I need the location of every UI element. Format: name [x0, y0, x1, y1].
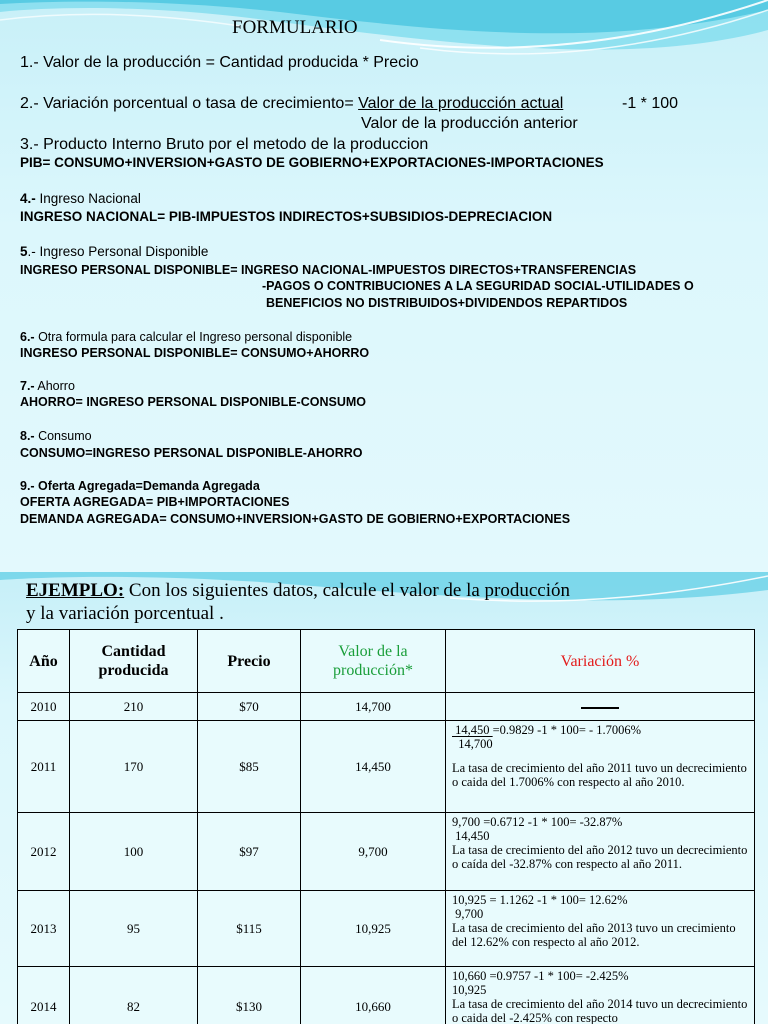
cell-price: $130: [198, 967, 301, 1024]
cell-variation: [446, 967, 755, 1024]
formula-8-label: 8.- Consumo: [20, 429, 92, 443]
header-variation: Variación %: [446, 630, 755, 693]
formula-4-label: 4.- Ingreso Nacional: [20, 191, 141, 206]
cell-value: 10,660: [301, 967, 446, 1024]
formula-5-label: 5.- Ingreso Personal Disponible: [20, 244, 209, 259]
formula-2-denominator: Valor de la producción anterior: [361, 115, 578, 132]
formula-5-equation-line2: -PAGOS O CONTRIBUCIONES A LA SEGURIDAD SOCIAL-UTILIDADES O: [262, 279, 694, 293]
formula-3: 3.- Producto Interno Bruto por el metodo de la produccion: [20, 136, 429, 153]
production-table: [17, 629, 755, 1024]
table-row: [18, 693, 755, 721]
calc-denominator: 10,925: [452, 983, 487, 997]
cell-price: $115: [198, 891, 301, 967]
formula-7-label: 7.- Ahorro: [20, 379, 75, 393]
formula-8-equation: CONSUMO=INGRESO PERSONAL DISPONIBLE-AHORRO: [20, 446, 363, 460]
cell-year: 2013: [18, 891, 70, 967]
calc-note: La tasa de crecimiento del año 2012 tuvo un decrecimiento o caída del -32.87% con respecto al año 2011.: [452, 843, 748, 871]
cell-quantity: 100: [70, 813, 198, 891]
cell-value: 14,450: [301, 721, 446, 813]
cell-year: 2010: [18, 693, 70, 721]
example-slide: [0, 572, 768, 1024]
page-title: FORMULARIO: [232, 17, 358, 38]
header-year: Año: [18, 630, 70, 693]
formula-2-numerator: Valor de la producción actual: [358, 95, 564, 112]
example-heading: EJEMPLO: Con los siguientes datos, calcule el valor de la producción: [26, 580, 571, 601]
cell-value: 14,700: [301, 693, 446, 721]
calc-note: La tasa de crecimiento del año 2011 tuvo un decrecimiento o caida del 1.7006% con respecto al año 2010.: [452, 761, 747, 789]
cell-quantity: 210: [70, 693, 198, 721]
cell-price: $70: [198, 693, 301, 721]
cell-quantity: 95: [70, 891, 198, 967]
formula-1: 1.- Valor de la producción = Cantidad producida * Precio: [20, 54, 419, 71]
formula-3-equation: PIB= CONSUMO+INVERSION+GASTO DE GOBIERNO+EXPORTACIONES-IMPORTACIONES: [20, 155, 604, 170]
formula-4-equation: INGRESO NACIONAL= PIB-IMPUESTOS INDIRECTOS+SUBSIDIOS-DEPRECIACION: [20, 209, 553, 224]
cell-year: 2014: [18, 967, 70, 1024]
header-quantity: Cantidad producida: [70, 630, 198, 693]
formula-5-equation-line1: INGRESO PERSONAL DISPONIBLE= INGRESO NACIONAL-IMPUESTOS DIRECTOS+TRANSFERENCIAS: [20, 263, 637, 277]
formula-6-label: 6.- Otra formula para calcular el Ingreso personal disponible: [20, 330, 353, 344]
formula-7-equation: AHORRO= INGRESO PERSONAL DISPONIBLE-CONSUMO: [20, 395, 366, 409]
calc-numerator: 9,700 =0.6712 -1 * 100= -32.87%: [452, 815, 623, 829]
cell-quantity: 82: [70, 967, 198, 1024]
formula-2-suffix: -1 * 100: [622, 95, 679, 112]
header-value: Valor de la producción*: [301, 630, 446, 693]
calc-numerator: 10,660 =0.9757 -1 * 100= -2.425%: [452, 969, 629, 983]
table-row: [18, 721, 755, 813]
calc-denominator: 9,700: [452, 907, 484, 921]
table-row: [18, 967, 755, 1024]
formula-9-title: 9.- Oferta Agregada=Demanda Agregada: [20, 479, 260, 493]
cell-price: $97: [198, 813, 301, 891]
formula-9-equation-2: DEMANDA AGREGADA= CONSUMO+INVERSION+GASTO DE GOBIERNO+EXPORTACIONES: [20, 512, 571, 526]
table-row: [18, 891, 755, 967]
calc-note: La tasa de crecimiento del año 2013 tuvo un crecimiento del 12.62% con respecto al año 2012.: [452, 921, 736, 949]
example-heading-line2: y la variación porcentual .: [26, 603, 224, 624]
calc-denominator: 14,450: [452, 829, 490, 843]
cell-variation-empty: [446, 693, 755, 721]
cell-price: $85: [198, 721, 301, 813]
table-header-row: [18, 630, 755, 693]
calc-numerator: 14,450 =0.9829 -1 * 100= - 1.7006%: [452, 723, 642, 737]
cell-variation: [446, 891, 755, 967]
cell-value: 9,700: [301, 813, 446, 891]
formula-9-equation-1: OFERTA AGREGADA= PIB+IMPORTACIONES: [20, 495, 290, 509]
cell-variation: [446, 813, 755, 891]
formula-5-equation-line3: BENEFICIOS NO DISTRIBUIDOS+DIVIDENDOS REPARTIDOS: [266, 296, 628, 310]
calc-note: La tasa de crecimiento del año 2014 tuvo un decrecimiento o caida del -2.425% con respecto: [452, 997, 748, 1024]
calc-denominator: 14,700: [452, 737, 493, 751]
cell-value: 10,925: [301, 891, 446, 967]
cell-quantity: 170: [70, 721, 198, 813]
formula-2: 2.- Variación porcentual o tasa de crecimiento= Valor de la producción actual: [20, 95, 564, 112]
calc-numerator: 10,925 = 1.1262 -1 * 100= 12.62%: [452, 893, 628, 907]
table-row: [18, 813, 755, 891]
cell-year: 2011: [18, 721, 70, 813]
cell-variation: [446, 721, 755, 813]
formula-6-equation: INGRESO PERSONAL DISPONIBLE= CONSUMO+AHORRO: [20, 346, 370, 360]
header-price: Precio: [198, 630, 301, 693]
dash-mark: [581, 707, 619, 709]
cell-year: 2012: [18, 813, 70, 891]
